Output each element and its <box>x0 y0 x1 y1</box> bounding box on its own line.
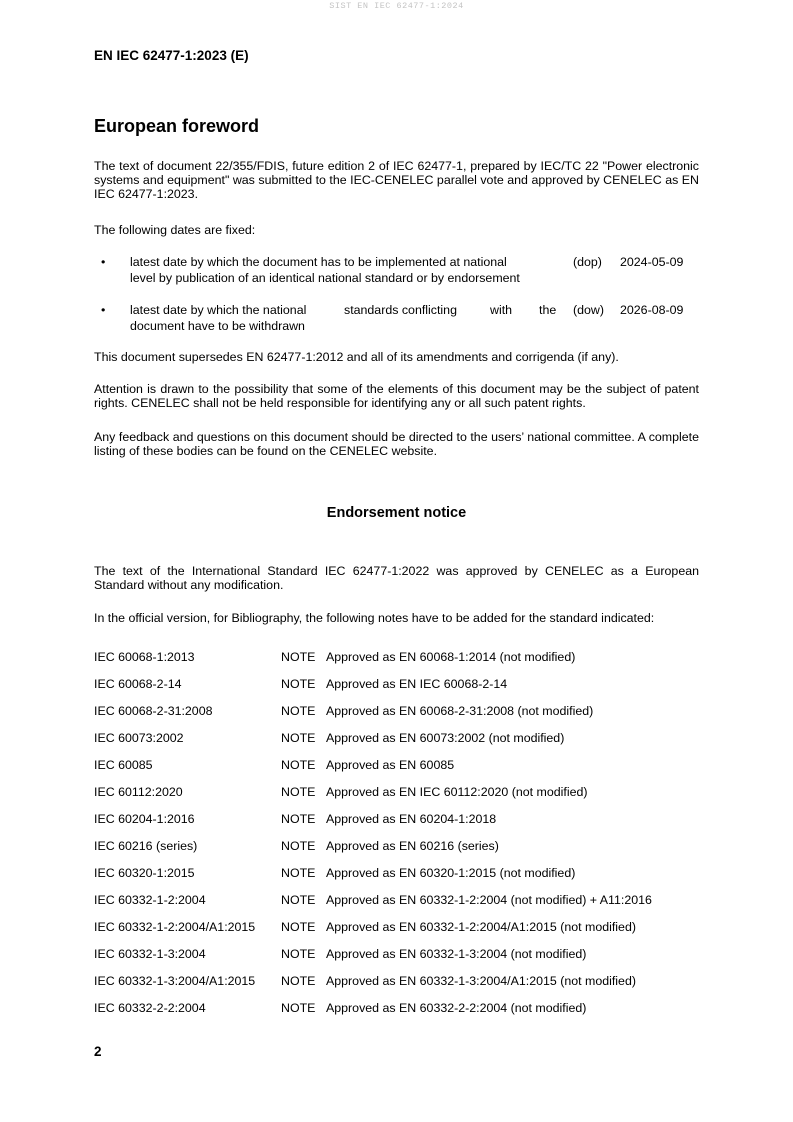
reference-row <box>94 973 714 989</box>
reference-equivalent: Approved as EN IEC 60112:2020 (not modified) <box>326 785 588 799</box>
reference-row <box>94 811 714 827</box>
date-item-text-part: the <box>539 303 557 317</box>
reference-standard: IEC 60068-2-14 <box>94 677 182 691</box>
reference-note-label: NOTE <box>281 758 316 772</box>
reference-row <box>94 1000 714 1016</box>
reference-equivalent: Approved as EN 60332-2-2:2004 (not modified) <box>326 1001 587 1015</box>
reference-standard: IEC 60068-1:2013 <box>94 650 195 664</box>
patent-paragraph: Attention is drawn to the possibility that some of the elements of this document may be the subject of patent rights. CENELEC shall not be held responsible for identifying any or all such patent rights. <box>94 382 699 410</box>
reference-equivalent: Approved as EN 60068-2-31:2008 (not modified) <box>326 704 594 718</box>
reference-row <box>94 946 714 962</box>
reference-note-label: NOTE <box>281 785 316 799</box>
bullet-marker: • <box>101 303 106 317</box>
reference-equivalent: Approved as EN 60073:2002 (not modified) <box>326 731 565 745</box>
date-item-text-part: document have to be withdrawn <box>130 319 305 333</box>
reference-row <box>94 649 714 665</box>
reference-equivalent: Approved as EN 60332-1-2:2004/A1:2015 (not modified) <box>326 920 636 934</box>
foreword-title: European foreword <box>94 116 260 136</box>
reference-equivalent: Approved as EN 60320-1:2015 (not modified) <box>326 866 576 880</box>
reference-note-label: NOTE <box>281 677 316 691</box>
reference-standard: IEC 60332-1-2:2004/A1:2015 <box>94 920 256 934</box>
reference-note-label: NOTE <box>281 974 316 988</box>
reference-equivalent: Approved as EN 60204-1:2018 <box>326 812 497 826</box>
date-item-value: 2026-08-09 <box>620 303 684 317</box>
reference-standard: IEC 60332-2-2:2004 <box>94 1001 206 1015</box>
reference-note-label: NOTE <box>281 920 316 934</box>
reference-standard: IEC 60332-1-3:2004 <box>94 947 206 961</box>
watermark: SIST EN IEC 62477-1:2024 <box>329 1 464 11</box>
reference-note-label: NOTE <box>281 866 316 880</box>
reference-note-label: NOTE <box>281 650 316 664</box>
date-item-text-part: standards conflicting <box>344 303 457 317</box>
reference-equivalent: Approved as EN IEC 60068-2-14 <box>326 677 508 691</box>
document-id-header: EN IEC 62477-1:2023 (E) <box>94 48 249 63</box>
reference-note-label: NOTE <box>281 839 316 853</box>
reference-equivalent: Approved as EN 60085 <box>326 758 455 772</box>
reference-row <box>94 757 714 773</box>
endorsement-title: Endorsement notice <box>326 505 467 521</box>
reference-equivalent: Approved as EN 60332-1-3:2004 (not modified) <box>326 947 587 961</box>
reference-row <box>94 676 714 692</box>
reference-note-label: NOTE <box>281 1001 316 1015</box>
bullet-marker: • <box>101 255 106 269</box>
reference-row <box>94 865 714 881</box>
bibliography-intro: In the official version, for Bibliography, the following notes have to be added for the standard indicated: <box>94 611 655 625</box>
feedback-paragraph: Any feedback and questions on this document should be directed to the users’ national committee. A complete listing of these bodies can be found on the CENELEC website. <box>94 430 699 458</box>
date-item-abbr: (dop) <box>573 255 602 269</box>
page-number: 2 <box>94 1044 102 1059</box>
dates-intro: The following dates are fixed: <box>94 223 256 237</box>
endorsement-text: The text of the International Standard IEC 62477-1:2022 was approved by CENELEC as a European Standard without any modification. <box>94 564 699 592</box>
reference-standard: IEC 60332-1-2:2004 <box>94 893 206 907</box>
reference-equivalent: Approved as EN 60332-1-2:2004 (not modified) + A11:2016 <box>326 893 652 907</box>
date-item-text-part: with <box>490 303 513 317</box>
reference-row <box>94 703 714 719</box>
date-item-text: latest date by which the document has to be implemented at national level by publication of an identical national standard or by endorsement <box>130 255 520 285</box>
reference-standard: IEC 60216 (series) <box>94 839 198 853</box>
reference-standard: IEC 60320-1:2015 <box>94 866 195 880</box>
reference-note-label: NOTE <box>281 704 316 718</box>
reference-standard: IEC 60112:2020 <box>94 785 183 799</box>
date-item-value: 2024-05-09 <box>620 255 684 269</box>
reference-note-label: NOTE <box>281 812 316 826</box>
reference-row <box>94 919 714 935</box>
reference-standard: IEC 60073:2002 <box>94 731 184 745</box>
reference-standard: IEC 60204-1:2016 <box>94 812 195 826</box>
date-item-abbr: (dow) <box>573 303 604 317</box>
reference-equivalent: Approved as EN 60216 (series) <box>326 839 499 853</box>
foreword-intro: The text of document 22/355/FDIS, future edition 2 of IEC 62477-1, prepared by IEC/TC 22 "Power electronic systems and equipment" was submitted to the IEC-CENELEC parallel vote and approved by CENELEC as EN IEC 62477-1:2023. <box>94 159 699 201</box>
reference-note-label: NOTE <box>281 731 316 745</box>
reference-standard: IEC 60332-1-3:2004/A1:2015 <box>94 974 256 988</box>
reference-row <box>94 892 714 908</box>
supersedes-paragraph: This document supersedes EN 62477-1:2012 and all of its amendments and corrigenda (if any). <box>94 350 619 364</box>
reference-row <box>94 784 714 800</box>
reference-row <box>94 838 714 854</box>
date-item-dop <box>94 254 699 284</box>
reference-note-label: NOTE <box>281 947 316 961</box>
reference-standard: IEC 60068-2-31:2008 <box>94 704 213 718</box>
date-item-text-part: latest date by which the national <box>130 303 307 317</box>
reference-standard: IEC 60085 <box>94 758 153 772</box>
reference-equivalent: Approved as EN 60068-1:2014 (not modified) <box>326 650 576 664</box>
date-item-dow <box>94 302 699 332</box>
reference-row <box>94 730 714 746</box>
reference-equivalent: Approved as EN 60332-1-3:2004/A1:2015 (not modified) <box>326 974 636 988</box>
reference-note-label: NOTE <box>281 893 316 907</box>
